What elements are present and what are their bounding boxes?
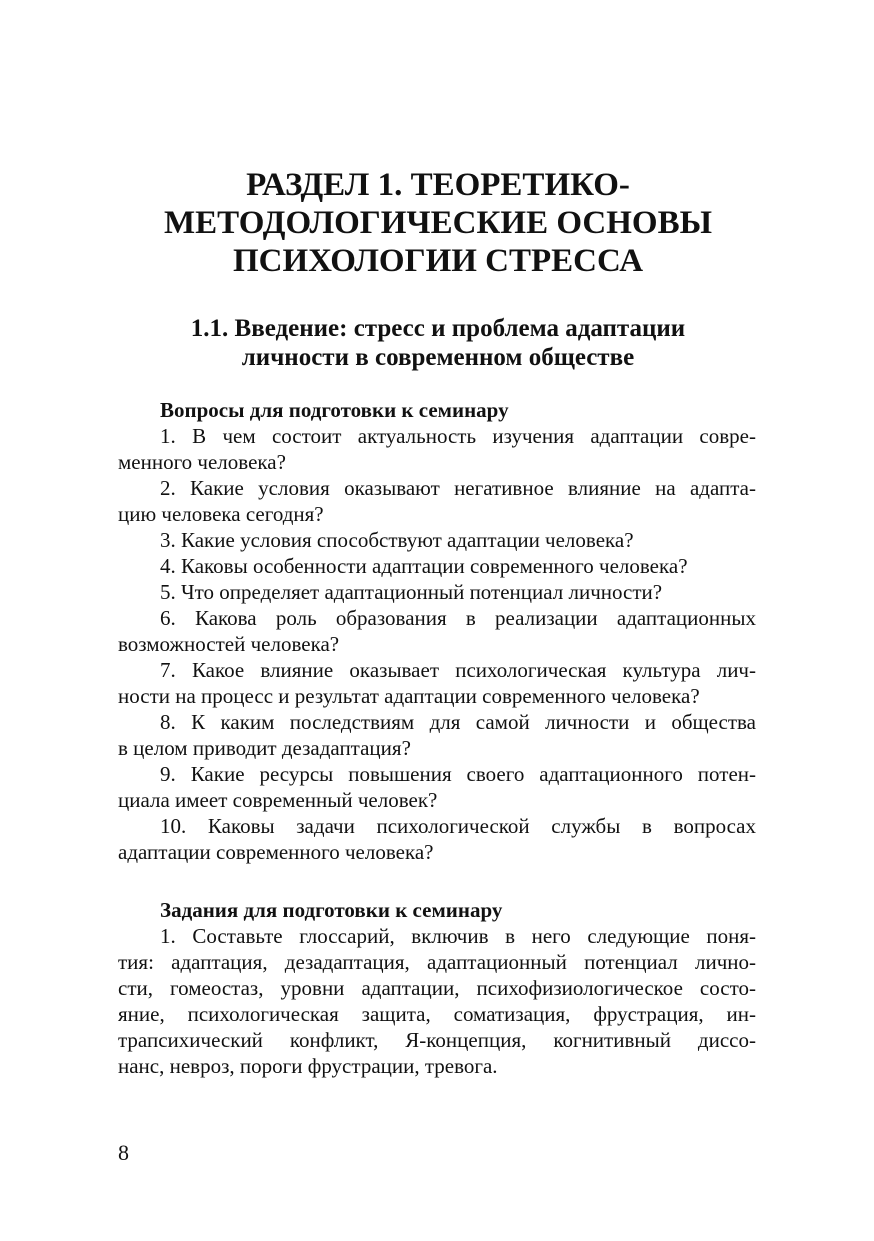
section-title-line: МЕТОДОЛОГИЧЕСКИЕ ОСНОВЫ: [164, 205, 712, 241]
question-line: ности на процесс и результат адаптации современного человека?: [118, 684, 700, 708]
section-title-line: ПСИХОЛОГИИ СТРЕССА: [232, 243, 644, 279]
task-line: 1. Составьте глоссарий, включив в него следующие поня-: [160, 924, 756, 948]
question-line: 9. Какие ресурсы повышения своего адаптационного потен-: [160, 762, 756, 786]
question-line: 6. Какова роль образования в реализации адаптационных: [160, 606, 756, 630]
question-line: 7. Какое влияние оказывает психологическая культура лич-: [160, 658, 756, 682]
question-line: в целом приводит дезадаптация?: [118, 736, 411, 760]
task-line: сти, гомеостаз, уровни адаптации, психофизиологическое состо-: [118, 976, 756, 1000]
question-line: возможностей человека?: [118, 632, 340, 656]
question-line: адаптации современного человека?: [118, 840, 434, 864]
page-number: 8: [118, 1140, 129, 1165]
question-line: 3. Какие условия способствуют адаптации человека?: [160, 528, 634, 552]
task-line: тия: адаптация, дезадаптация, адаптационный потенциал лично-: [118, 950, 756, 974]
seminar-tasks: [118, 897, 756, 1079]
task-line: трапсихический конфликт, Я-концепция, когнитивный диссо-: [118, 1028, 756, 1052]
task-line: яние, психологическая защита, соматизация, фрустрация, ин-: [118, 1002, 756, 1026]
section-title-line: РАЗДЕЛ 1. ТЕОРЕТИКО-: [246, 167, 630, 203]
subsection-title: [118, 314, 758, 372]
subsection-title-line: личности в современном обществе: [241, 344, 635, 371]
question-line: 5. Что определяет адаптационный потенциал личности?: [160, 580, 663, 604]
section-title: [118, 166, 758, 280]
question-line: менного человека?: [118, 450, 286, 474]
question-line: 2. Какие условия оказывают негативное влияние на адапта-: [160, 476, 756, 500]
question-line: 4. Каковы особенности адаптации современного человека?: [160, 554, 688, 578]
task-line: нанс, невроз, пороги фрустрации, тревога.: [118, 1054, 498, 1078]
subsection-title-line: 1.1. Введение: стресс и проблема адаптации: [190, 315, 686, 342]
tasks-heading: Задания для подготовки к семинару: [160, 898, 503, 922]
seminar-questions: [118, 397, 756, 865]
questions-heading: Вопросы для подготовки к семинару: [160, 398, 509, 422]
question-line: 8. К каким последствиям для самой личности и общества: [160, 710, 756, 734]
question-line: 1. В чем состоит актуальность изучения адаптации совре-: [160, 424, 756, 448]
question-line: 10. Каковы задачи психологической службы в вопросах: [160, 814, 756, 838]
question-line: цию человека сегодня?: [118, 502, 324, 526]
question-line: циала имеет современный человек?: [118, 788, 438, 812]
